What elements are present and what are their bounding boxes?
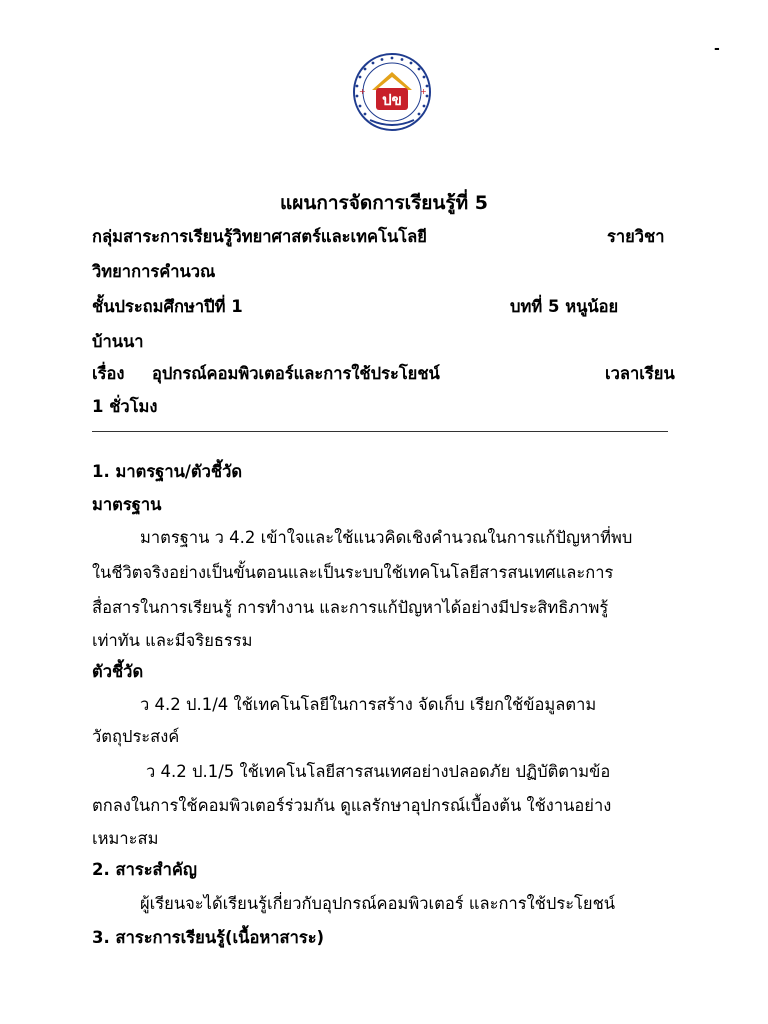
standard-line: สื่อสารในการเรียนรู้ การทำงาน และการแก้ปัญหาได้อย่างมีประสิทธิภาพรู้ [92, 598, 609, 617]
duration-label: เวลาเรียน [605, 364, 675, 383]
course-label: รายวิชา [607, 227, 665, 246]
page-title: แผนการจัดการเรียนรู้ที่ 5 [280, 192, 488, 214]
indicator-line: ตกลงในการใช้คอมพิวเตอร์ร่วมกัน ดูแลรักษาอุปกรณ์เบื้องต้น ใช้งานอย่าง [92, 796, 612, 815]
course-name: วิทยาการคำนวณ [92, 262, 216, 281]
standard-heading: มาตรฐาน [92, 495, 162, 514]
school-logo [350, 50, 434, 142]
duration-value: 1 ชั่วโมง [92, 397, 158, 416]
section-3-heading: 3. สาระการเรียนรู้(เนื้อหาสาระ) [92, 928, 325, 947]
svg-text:+: + [359, 87, 366, 96]
standard-line: มาตรฐาน ว 4.2 เข้าใจและใช้แนวคิดเชิงคำนวณในการแก้ปัญหาที่พบ [140, 528, 633, 547]
topic-name: อุปกรณ์คอมพิวเตอร์และการใช้ประโยชน์ [152, 364, 440, 383]
indicator-heading: ตัวชี้วัด [92, 662, 144, 681]
indicator-line: ว 4.2 ป.1/4 ใช้เทคโนโลยีในการสร้าง จัดเก็บ เรียกใช้ข้อมูลตาม [140, 695, 597, 714]
svg-text:+: + [420, 87, 427, 96]
unit-name-continued: บ้านนา [92, 332, 144, 351]
grade-level: ชั้นประถมศึกษาปีที่ 1 [92, 297, 243, 316]
indicator-line: เหมาะสม [92, 829, 159, 848]
unit-label: บทที่ 5 หนูน้อย [510, 297, 619, 316]
corner-mark: - [714, 41, 720, 57]
section-1-heading: 1. มาตรฐาน/ตัวชี้วัด [92, 462, 243, 481]
key-concept-line: ผู้เรียนจะได้เรียนรู้เกี่ยวกับอุปกรณ์คอมพิวเตอร์ และการใช้ประโยชน์ [140, 894, 616, 913]
subject-group: กลุ่มสาระการเรียนรู้วิทยาศาสตร์และเทคโนโลยี [92, 227, 427, 246]
svg-text:ปข: ปข [382, 91, 402, 109]
indicator-line: ว 4.2 ป.1/5 ใช้เทคโนโลยีสารสนเทศอย่างปลอดภัย ปฏิบัติตามข้อ [146, 762, 611, 781]
standard-line: ในชีวิตจริงอย่างเป็นขั้นตอนและเป็นระบบใช้เทคโนโลยีสารสนเทศและการ [92, 563, 614, 582]
topic-label: เรื่อง [92, 364, 125, 383]
indicator-line: วัตถุประสงค์ [92, 727, 180, 746]
header-divider [92, 431, 668, 432]
standard-line: เท่าทัน และมีจริยธรรม [92, 631, 253, 650]
section-2-heading: 2. สาระสำคัญ [92, 860, 197, 879]
